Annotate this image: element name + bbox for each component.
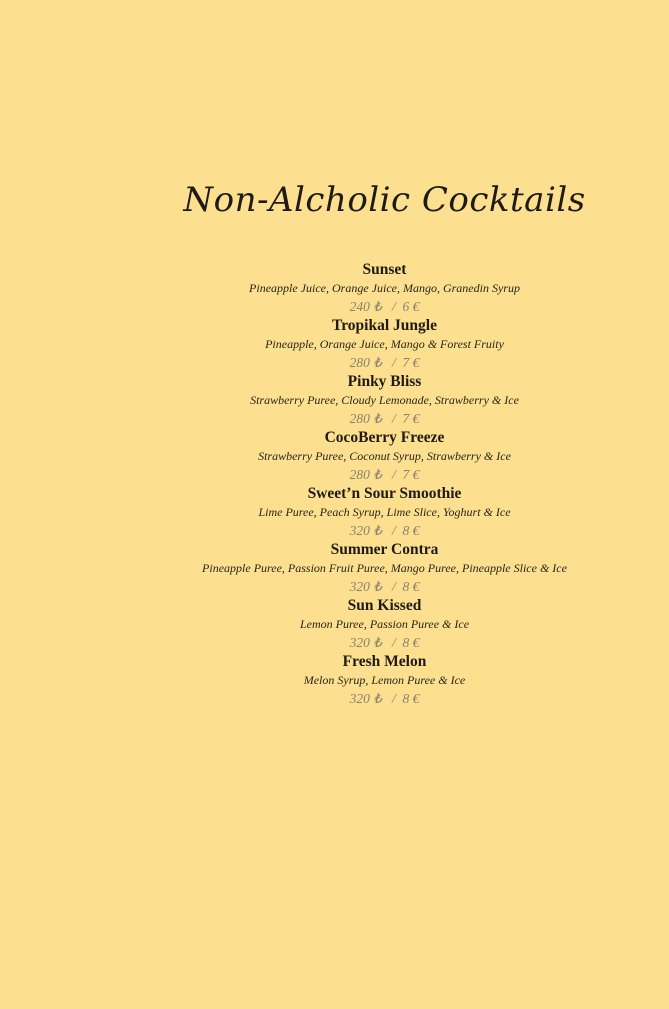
item-name: Tropikal Jungle — [332, 317, 437, 334]
menu-item — [100, 428, 669, 484]
item-price: 320 ₺ / 8 € — [349, 579, 420, 594]
item-description: Pineapple Juice, Orange Juice, Mango, Granedin Syrup — [249, 281, 520, 295]
menu-item — [100, 260, 669, 316]
item-description: Strawberry Puree, Coconut Syrup, Strawberry & Ice — [258, 449, 511, 463]
item-description: Pineapple Puree, Passion Fruit Puree, Mango Puree, Pineapple Slice & Ice — [202, 561, 567, 575]
item-price: 280 ₺ / 7 € — [349, 411, 420, 426]
item-name: Summer Contra — [330, 541, 439, 558]
menu-item — [100, 372, 669, 428]
item-name: Sweet’n Sour Smoothie — [307, 485, 462, 502]
item-price: 320 ₺ / 8 € — [349, 635, 420, 650]
item-price: 320 ₺ / 8 € — [349, 523, 420, 538]
item-name: Sun Kissed — [347, 597, 422, 614]
item-name: CocoBerry Freeze — [324, 429, 445, 446]
item-description: Pineapple, Orange Juice, Mango & Forest Fruity — [265, 337, 504, 351]
item-description: Strawberry Puree, Cloudy Lemonade, Strawberry & Ice — [250, 393, 519, 407]
menu-item — [100, 316, 669, 372]
menu-item — [100, 652, 669, 708]
item-name: Fresh Melon — [342, 653, 427, 670]
cocktail-list — [0, 260, 669, 708]
item-price: 240 ₺ / 6 € — [349, 299, 420, 314]
page-title: Non-Alcholic Cocktails — [183, 180, 586, 220]
item-description: Lemon Puree, Passion Puree & Ice — [299, 617, 470, 631]
item-price: 280 ₺ / 7 € — [349, 355, 420, 370]
item-description: Lime Puree, Peach Syrup, Lime Slice, Yoghurt & Ice — [258, 505, 511, 519]
item-price: 320 ₺ / 8 € — [349, 691, 420, 706]
menu-item — [100, 596, 669, 652]
menu-item — [100, 484, 669, 540]
item-name: Sunset — [362, 261, 407, 278]
menu-item — [100, 540, 669, 596]
item-price: 280 ₺ / 7 € — [349, 467, 420, 482]
item-description: Melon Syrup, Lemon Puree & Ice — [303, 673, 466, 687]
item-name: Pinky Bliss — [347, 373, 422, 390]
